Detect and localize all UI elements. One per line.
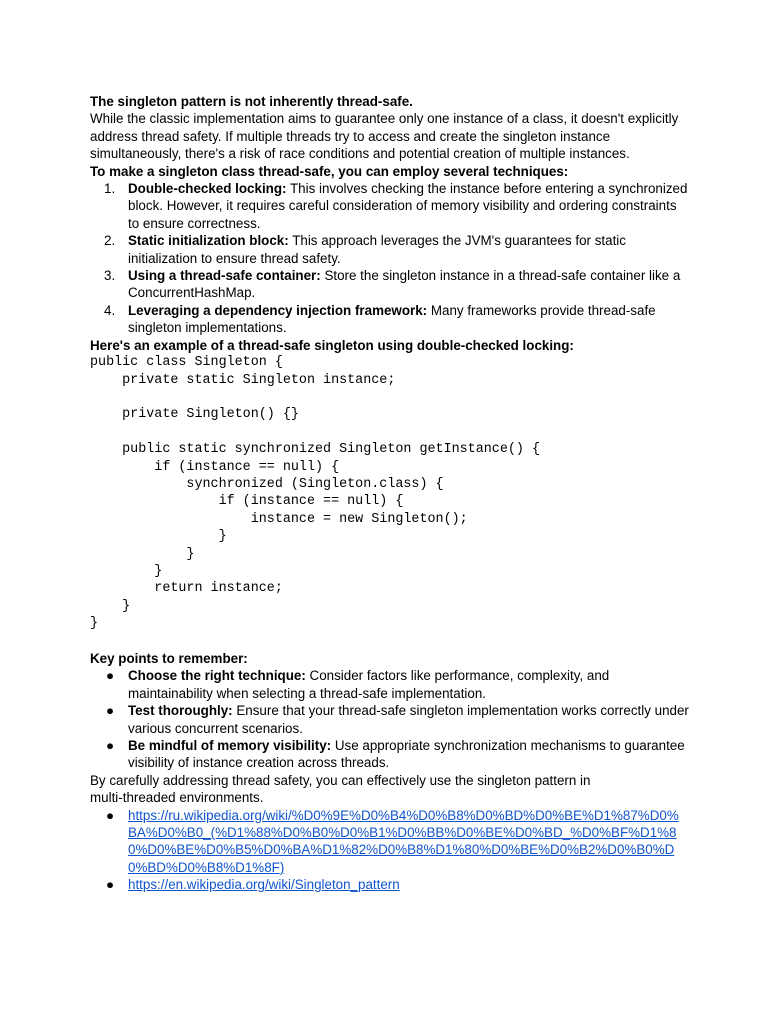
reference-link-ru-wikipedia[interactable]: https://ru.wikipedia.org/wiki/%D0%9E%D0%B4%D0%B8%D0%BD%D0%BE%D1%87%D0%BA%D0%B0_(%D1%88%D0%B0%D0%B1%D0%BB%D0%BE%D0%BD_%D0%BF%D1%80%D0%BE%D0%B5%D0%BA%D1%82%D0%B8%D1%80%D0%BE%D0%B2%D0%B0%D0%BD%D0%B8%D1%8F) <box>128 807 679 875</box>
list-item-text: This approach leverages the JVM's guarantees for static initialization to ensure thread safety. <box>128 233 626 266</box>
example-heading: Here's an example of a thread-safe singleton using double-checked locking: <box>90 337 574 353</box>
intro-paragraph: While the classic implementation aims to guarantee only one instance of a class, it doesn't explicitly address thread safety. If multiple threads try to access and create the singleton instance simultaneously, there's a risk of race conditions and potential creation of multiple instances. <box>90 111 679 162</box>
bullet-icon: ● <box>106 877 115 893</box>
list-item <box>90 267 690 302</box>
list-item-title: Double-checked locking: <box>128 181 287 197</box>
conclusion-line-2: multi-threaded environments. <box>90 790 264 806</box>
list-item <box>90 807 690 877</box>
list-item-title: Be mindful of memory visibility: <box>128 738 332 754</box>
list-number: 1. <box>104 181 116 197</box>
bullet-icon: ● <box>106 668 115 684</box>
list-item <box>90 667 690 702</box>
list-item <box>90 876 690 893</box>
list-item-text: Use appropriate synchronization mechanisms to guarantee visibility of instance creation across threads. <box>128 738 685 771</box>
code-block: public class Singleton { private static Singleton instance; private Singleton() {} public static synchronized Singleton getInstance() { if (instance == null) { synchronized (Singleton.class) { if (instance == null) { instance = new Singleton(); } } } return instance; } } <box>90 355 540 632</box>
list-item-text: Ensure that your thread-safe singleton implementation works correctly under various concurrent scenarios. <box>128 703 689 736</box>
list-item <box>90 232 690 267</box>
list-number: 4. <box>104 302 116 318</box>
list-item-text: Store the singleton instance in a thread-safe container like a ConcurrentHashMap. <box>128 268 681 301</box>
document-page <box>90 93 690 894</box>
intro-heading: The singleton pattern is not inherently thread-safe. <box>90 94 413 109</box>
list-item <box>90 702 690 737</box>
bullet-icon: ● <box>106 738 115 754</box>
reference-links-list <box>90 807 690 894</box>
list-item-text: Consider factors like performance, complexity, and maintainability when selecting a thread-safe implementation. <box>128 668 610 701</box>
spacer <box>90 633 690 650</box>
list-item-title: Test thoroughly: <box>128 703 233 719</box>
bullet-icon: ● <box>106 807 115 823</box>
key-points-list <box>90 667 690 771</box>
list-number: 3. <box>104 268 116 284</box>
list-number: 2. <box>104 233 116 249</box>
list-item-text: Many frameworks provide thread-safe singleton implementations. <box>128 302 656 336</box>
techniques-heading: To make a singleton class thread-safe, you can employ several techniques: <box>90 163 569 179</box>
list-item <box>90 180 690 232</box>
list-item <box>90 737 690 772</box>
list-item-title: Choose the right technique: <box>128 668 306 684</box>
techniques-list <box>90 180 690 337</box>
list-item-text: This involves checking the instance before entering a synchronized block. However, it requires careful consideration of memory visibility and ordering constraints to ensure correctness. <box>128 181 688 231</box>
bullet-icon: ● <box>106 703 115 719</box>
list-item <box>90 302 690 337</box>
list-item-title: Leveraging a dependency injection framework: <box>128 302 428 318</box>
list-item-title: Static initialization block: <box>128 233 289 249</box>
list-item-title: Using a thread-safe container: <box>128 268 321 284</box>
conclusion-line-1: By carefully addressing thread safety, you can effectively use the singleton pattern in <box>90 772 591 788</box>
reference-link-en-wikipedia[interactable]: https://en.wikipedia.org/wiki/Singleton_pattern <box>128 877 400 893</box>
key-points-heading: Key points to remember: <box>90 650 248 666</box>
